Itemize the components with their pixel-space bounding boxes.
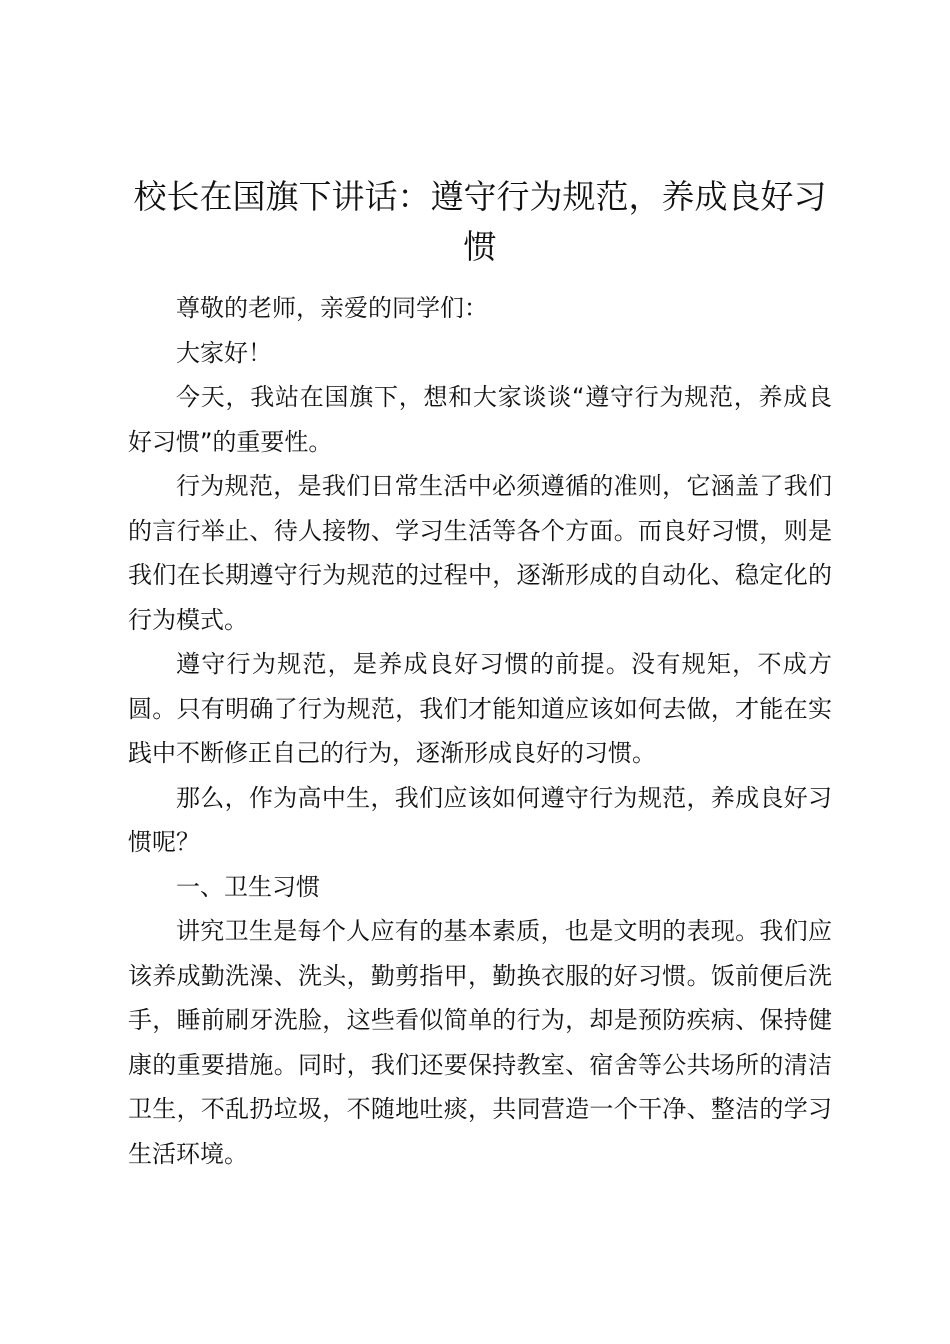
section-heading-hygiene: 一、卫生习惯	[176, 872, 320, 901]
question-paragraph: 那么，作为高中生，我们应该如何遵守行为规范，养成良好习惯呢？	[128, 783, 832, 856]
salutation-paragraph: 尊敬的老师，亲爱的同学们：	[176, 294, 488, 322]
hygiene-paragraph: 讲究卫生是每个人应有的基本素质，也是文明的表现。我们应该养成勤洗澡、洗头，勤剪指甲，勤换衣服的好习惯。饭前便后洗手，睡前刷牙洗脸，这些看似简单的行为，却是预防疾病、保持健康的重要措施。同时，我们还要保持教室、宿舍等公共场所的清洁卫生，不乱扔垃圾，不随地吐痰，共同营造一个干净、整洁的学习生活环境。	[128, 917, 832, 1168]
document-title: 校长在国旗下讲话：遵守行为规范，养成良好习惯	[133, 177, 827, 266]
premise-paragraph: 遵守行为规范，是养成良好习惯的前提。没有规矩，不成方圆。只有明确了行为规范，我们才能知道应该如何去做，才能在实践中不断修正自己的行为，逐渐形成良好的习惯。	[128, 650, 832, 767]
document-page	[128, 172, 832, 1176]
definition-paragraph: 行为规范，是我们日常生活中必须遵循的准则，它涵盖了我们的言行举止、待人接物、学习生活等各个方面。而良好习惯，则是我们在长期遵守行为规范的过程中，逐渐形成的自动化、稳定化的行为模式。	[128, 472, 832, 634]
intro-paragraph: 今天，我站在国旗下，想和大家谈谈“遵守行为规范，养成良好习惯”的重要性。	[128, 383, 832, 456]
greeting-paragraph: 大家好！	[176, 338, 272, 367]
